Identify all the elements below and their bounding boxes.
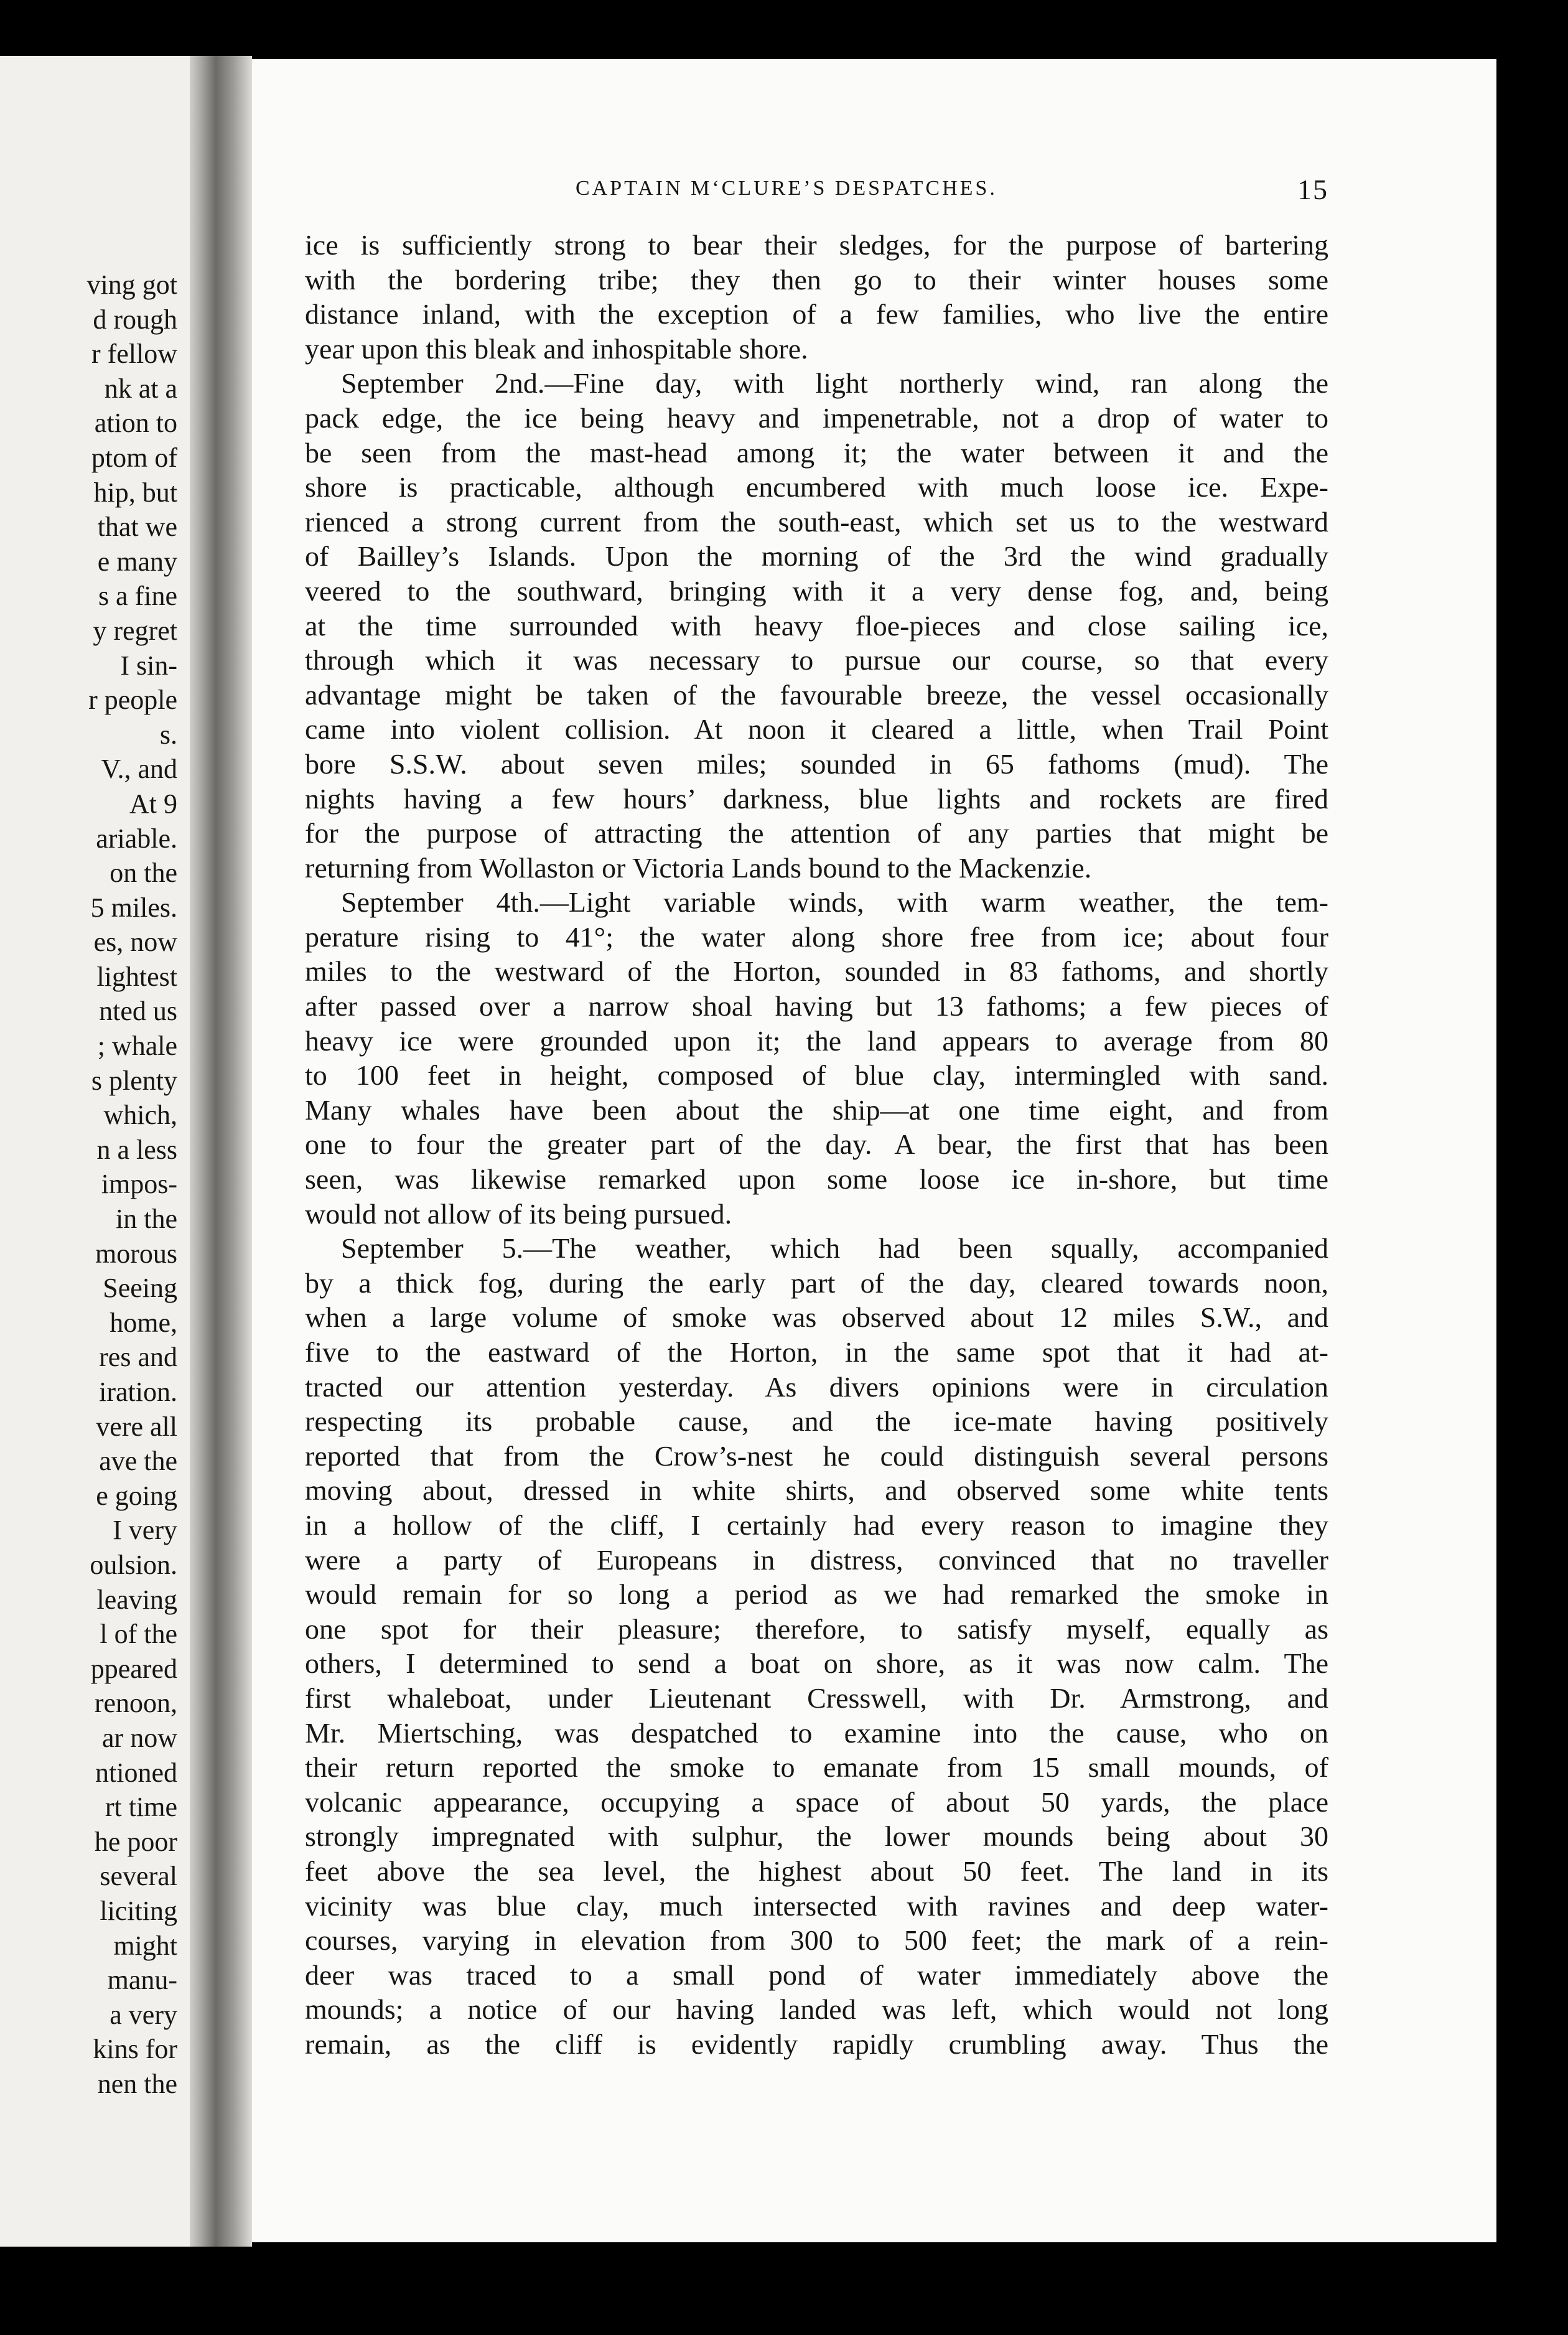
left-page-line: ; whale — [97, 1031, 177, 1062]
left-page-line: nted us — [99, 996, 177, 1027]
left-page-line: kins for — [93, 2034, 177, 2065]
body-line: one to four the greater part of the day. A bear, the first that has been — [305, 1128, 1328, 1161]
body-line: in a hollow of the cliff, I certainly had every reason to imagine they — [305, 1509, 1328, 1541]
body-line: vicinity was blue clay, much intersected with ravines and deep water- — [305, 1889, 1328, 1922]
left-page-line: vere all — [96, 1411, 177, 1442]
left-page-line: ar now — [102, 1722, 177, 1753]
body-line: for the purpose of attracting the attention of any parties that might be — [305, 817, 1328, 849]
body-line: strongly impregnated with sulphur, the lower mounds being about 30 — [305, 1820, 1328, 1853]
body-line: advantage might be taken of the favourable breeze, the vessel occasionally — [305, 678, 1328, 711]
body-line: distance inland, with the exception of a few families, who live the entire — [305, 298, 1328, 330]
left-page-line: V., and — [101, 754, 177, 785]
left-page-line: s. — [159, 719, 177, 750]
body-line: miles to the westward of the Horton, sounded in 83 fathoms, and shortly — [305, 955, 1328, 988]
body-line: courses, varying in elevation from 300 to 500 feet; the mark of a rein- — [305, 1924, 1328, 1957]
body-line: after passed over a narrow shoal having but 13 fathoms; a few pieces of — [305, 990, 1328, 1022]
left-page-line: iration. — [99, 1377, 177, 1407]
body-line: year upon this bleak and inhospitable shore. — [305, 332, 808, 365]
body-line: perature rising to 41°; the water along shore free from ice; about four — [305, 920, 1328, 953]
left-page-line: nen the — [97, 2068, 177, 2099]
left-page-line: e many — [97, 546, 177, 577]
left-page-line: I very — [113, 1515, 177, 1546]
body-line: Many whales have been about the ship—at one time eight, and from — [305, 1093, 1328, 1126]
left-page-line: e going — [96, 1480, 177, 1511]
left-page-line: At 9 — [129, 788, 177, 819]
page-number: 15 — [1297, 174, 1328, 205]
left-page-line: r people — [88, 685, 177, 716]
left-page-line: might — [113, 1930, 177, 1961]
left-page-line: s plenty — [91, 1065, 177, 1096]
body-line: of Bailley’s Islands. Upon the morning of the 3rd the wind gradually — [305, 540, 1328, 573]
body-line: September 2nd.—Fine day, with light northerly wind, ran along the — [341, 367, 1328, 400]
body-line: mounds; a notice of our having landed was left, which would not long — [305, 1993, 1328, 2026]
body-line: September 5.—The weather, which had been squally, accompanied — [341, 1232, 1328, 1265]
left-page-line: leaving — [96, 1584, 177, 1615]
body-line: rienced a strong current from the south-east, which set us to the westward — [305, 505, 1328, 538]
body-line: tracted our attention yesterday. As divers opinions were in circulation — [305, 1370, 1328, 1403]
left-page-fragment — [0, 56, 190, 2247]
left-page-line: in the — [116, 1204, 177, 1235]
body-line: remain, as the cliff is evidently rapidly crumbling away. Thus the — [305, 2028, 1328, 2060]
left-page-line: on the — [110, 858, 177, 889]
left-page-line: s a fine — [98, 581, 177, 612]
left-page-line: that we — [97, 512, 177, 543]
left-page-line: I sin- — [120, 650, 177, 681]
left-page-line: morous — [95, 1238, 177, 1269]
left-page-line: d rough — [93, 304, 177, 335]
body-text — [305, 228, 1328, 2061]
body-line: at the time surrounded with heavy floe-pieces and close sailing ice, — [305, 609, 1328, 642]
body-line: returning from Wollaston or Victoria Lands bound to the Mackenzie. — [305, 851, 1092, 884]
left-page-line: manu- — [107, 1965, 177, 1996]
left-page-line: ving got — [86, 269, 177, 300]
left-page-line: nk at a — [104, 373, 177, 404]
left-page-line: home, — [110, 1307, 177, 1338]
left-page-line: hip, but — [93, 477, 177, 508]
left-page-line: lightest — [96, 961, 177, 992]
body-line: veered to the southward, bringing with it a very dense fog, and, being — [305, 574, 1328, 607]
body-line: heavy ice were grounded upon it; the land appears to average from 80 — [305, 1024, 1328, 1057]
body-line: shore is practicable, although encumbered with much loose ice. Expe- — [305, 471, 1328, 503]
body-line: nights having a few hours’ darkness, blue lights and rockets are fired — [305, 782, 1328, 815]
book-gutter — [190, 56, 252, 2247]
body-line: volcanic appearance, occupying a space of about 50 yards, the place — [305, 1785, 1328, 1818]
left-page-line: es, now — [93, 927, 177, 958]
body-line: be seen from the mast-head among it; the water between it and the — [305, 436, 1328, 469]
left-page-line: impos- — [101, 1169, 177, 1200]
left-page-line: res and — [99, 1342, 177, 1373]
left-page-line: oulsion. — [90, 1549, 177, 1580]
body-line: ice is sufficiently strong to bear their sledges, for the purpose of bartering — [305, 229, 1328, 261]
left-page-line: ppeared — [90, 1653, 177, 1684]
body-line: seen, was likewise remarked upon some loose ice in-shore, but time — [305, 1163, 1328, 1196]
body-line: feet above the sea level, the highest about 50 feet. The land in its — [305, 1855, 1328, 1887]
left-page-line: renoon, — [94, 1688, 177, 1719]
left-page-line: 5 miles. — [90, 892, 177, 923]
left-page-line: n a less — [96, 1134, 177, 1165]
body-line: bore S.S.W. about seven miles; sounded in 65 fathoms (mud). The — [305, 747, 1328, 780]
body-line: to 100 feet in height, composed of blue clay, intermingled with sand. — [305, 1059, 1328, 1092]
body-line: moving about, dressed in white shirts, and observed some white tents — [305, 1474, 1328, 1507]
left-page-line: Seeing — [103, 1273, 177, 1304]
body-line: others, I determined to send a boat on shore, as it was now calm. The — [305, 1647, 1328, 1680]
body-line: when a large volume of smoke was observed about 12 miles S.W., and — [305, 1301, 1328, 1334]
left-page-line: which, — [103, 1100, 177, 1131]
body-line: came into violent collision. At noon it cleared a little, when Trail Point — [305, 713, 1328, 746]
left-page-line: ptom of — [91, 442, 177, 473]
running-head — [320, 173, 1328, 210]
left-page-line: y regret — [93, 615, 177, 646]
body-line: September 4th.—Light variable winds, with warm weather, the tem- — [341, 886, 1328, 919]
body-line: Mr. Miertsching, was despatched to examine into the cause, who on — [305, 1716, 1328, 1749]
body-line: were a party of Europeans in distress, convinced that no traveller — [305, 1543, 1328, 1576]
body-line: reported that from the Crow’s-nest he could distinguish several persons — [305, 1439, 1328, 1472]
left-page-line: ariable. — [96, 823, 177, 854]
left-page-line: ation to — [94, 408, 177, 439]
body-line: with the bordering tribe; they then go to their winter houses some — [305, 263, 1328, 296]
left-page-line: a very — [110, 1999, 177, 2030]
left-page-line: rt time — [105, 1792, 177, 1823]
left-page-line: ntioned — [95, 1757, 177, 1788]
body-line: five to the eastward of the Horton, in the same spot that it had at- — [305, 1336, 1328, 1368]
left-page-line: l of the — [100, 1619, 177, 1650]
body-line: first whaleboat, under Lieutenant Cresswell, with Dr. Armstrong, and — [305, 1682, 1328, 1714]
body-line: through which it was necessary to pursue our course, so that every — [305, 644, 1328, 676]
left-page-text — [0, 268, 190, 2101]
running-head-title: CAPTAIN M‘CLURE’S DESPATCHES. — [576, 177, 997, 200]
body-line: their return reported the smoke to emanate from 15 small mounds, of — [305, 1751, 1328, 1784]
body-line: by a thick fog, during the early part of the day, cleared towards noon, — [305, 1266, 1328, 1299]
body-line: would not allow of its being pursued. — [305, 1197, 732, 1230]
body-line: would remain for so long a period as we had remarked the smoke in — [305, 1578, 1328, 1611]
body-line: one spot for their pleasure; therefore, to satisfy myself, equally as — [305, 1612, 1328, 1645]
body-line: respecting its probable cause, and the ice-mate having positively — [305, 1405, 1328, 1438]
body-line: pack edge, the ice being heavy and impenetrable, not a drop of water to — [305, 401, 1328, 434]
left-page-line: he poor — [94, 1826, 177, 1857]
left-page-line: several — [100, 1861, 177, 1892]
left-page-line: ave the — [99, 1446, 177, 1477]
left-page-line: liciting — [100, 1895, 177, 1926]
body-line: deer was traced to a small pond of water immediately above the — [305, 1958, 1328, 1991]
left-page-line: r fellow — [91, 339, 177, 370]
